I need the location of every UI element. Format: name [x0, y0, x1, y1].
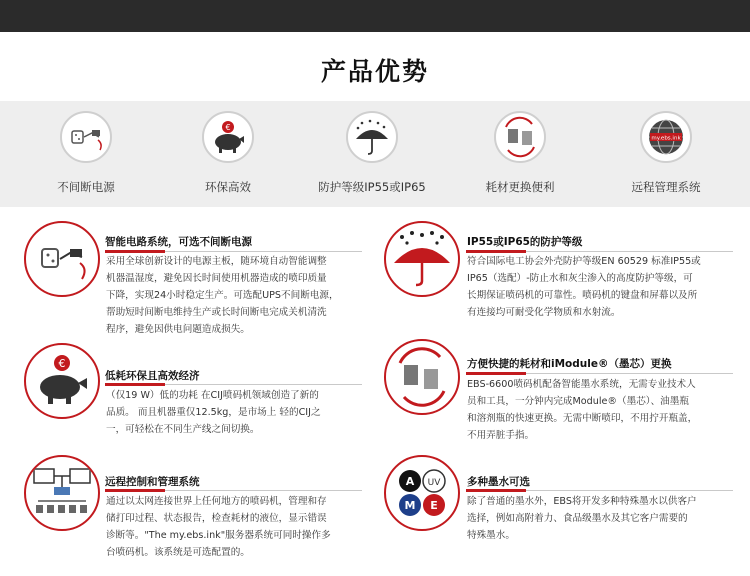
globe-icon	[640, 111, 692, 163]
svg-text:€: €	[58, 357, 66, 370]
cartridge-swap-icon	[494, 111, 546, 163]
category-protection	[307, 105, 437, 195]
svg-text:€: €	[225, 123, 231, 132]
category-label: 防护等级IP55或IP65	[318, 180, 426, 194]
feature-title: 多种墨水可选	[467, 476, 530, 488]
divider	[466, 490, 733, 491]
feature-body: 除了普通的墨水外，EBS将开发多种特殊墨水以供客户 选择，例如高附着力、食品级墨水及其它客户需要的 特殊墨水。	[467, 496, 697, 541]
feature-title: 智能电路系统，可选不间断电源	[105, 236, 252, 248]
network-icon	[24, 455, 100, 531]
svg-text:UV: UV	[427, 478, 441, 488]
umbrella-icon	[384, 221, 460, 297]
plug-icon	[24, 221, 100, 297]
category-label: 不间断电源	[57, 180, 115, 194]
feature-title: 远程控制和管理系统	[105, 476, 200, 488]
feature-body: 采用全球创新设计的电源主板，随环境自动智能调整 机器温湿度，避免因长时间使用机器造成的喷印质量 下降，实现24小时稳定生产。可选配UPS不间断电源， 帮助短时间断电维持生产或长时间断电完成关机清洗 程序，避免因供电问题造成损失。	[106, 256, 339, 335]
umbrella-icon	[346, 111, 398, 163]
feature-title: 低耗环保且高效经济	[105, 370, 200, 382]
svg-text:M: M	[404, 499, 416, 512]
category-eco	[163, 105, 293, 195]
svg-text:my.ebs.ink: my.ebs.ink	[651, 135, 681, 142]
advantages-band	[0, 101, 750, 207]
feature-body: EBS-6600喷码机配备智能墨水系统，无需专业技术人 员和工具，一分钟内完成Module®（墨芯）、油墨瓶 和溶剂瓶的快速更换。无需中断喷印，不用拧开瓶盖， 不用弄脏手指。	[467, 379, 698, 441]
feature-body: （仅19 W）低的功耗 在CIJ喷码机领域创造了新的 品质。 而且机器重仅12.5kg，是市场上 轻的CIJ之 一，可轻松在不同生产线之间切换。	[106, 390, 321, 435]
divider	[105, 490, 362, 491]
ink-types-icon	[384, 455, 460, 531]
category-label: 远程管理系统	[631, 180, 701, 194]
svg-text:E: E	[430, 499, 438, 512]
top-bar	[0, 0, 750, 32]
plug-icon	[60, 111, 112, 163]
divider	[466, 251, 733, 252]
cartridge-swap-icon	[384, 339, 460, 415]
divider	[105, 384, 362, 385]
category-label: 环保高效	[205, 180, 251, 194]
page-title: 产品优势	[320, 57, 429, 86]
category-label: 耗材更换便利	[485, 180, 555, 194]
divider	[105, 251, 362, 252]
divider	[466, 373, 733, 374]
feature-body: 符合国际电工协会外壳防护等级EN 60529 标准IP55或 IP65（选配）-防止水和灰尘渗入的高度防护等级，可 长期保证喷码机的可靠性。喷码机的键盘和屏幕以及所 有连接均可耐受化学物质和水射流。	[467, 256, 701, 318]
feature-title: 方便快捷的耗材和iModule®（墨芯）更换	[467, 358, 672, 370]
category-consumables	[455, 105, 585, 195]
category-ups	[21, 105, 151, 195]
category-remote	[601, 105, 731, 195]
feature-body: 通过以太网连接世界上任何地方的喷码机，管理和存 储打印过程、状态报告，检查耗材的液位，显示错误 诊断等。"The my.ebs.ink"服务器系统可同时操作多 台喷码机。该系统是可选配置的。	[106, 496, 331, 558]
svg-text:A: A	[405, 475, 415, 488]
piggy-bank-icon	[24, 343, 100, 419]
piggy-bank-icon	[202, 111, 254, 163]
feature-title: IP55或IP65的防护等级	[467, 236, 583, 248]
